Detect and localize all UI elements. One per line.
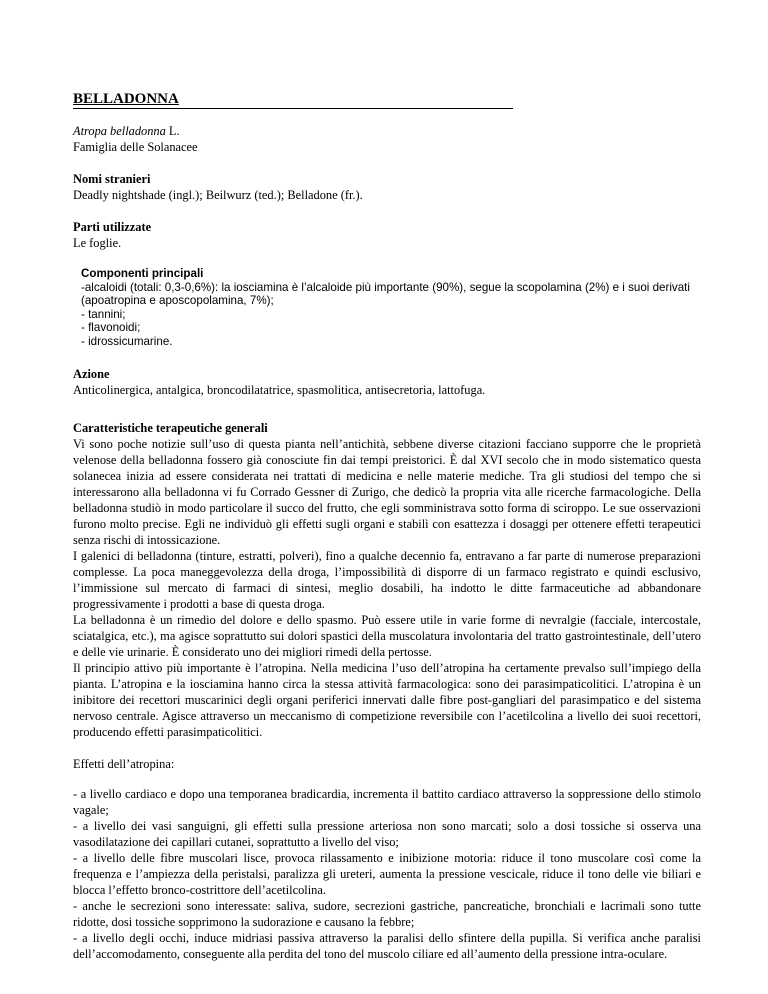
list-item: - anche le secrezioni sono interessate: saliva, sudore, secrezioni gastriche, pancreatiche, bronchiali e lacrimali sono tutte ridotte, dosi tossiche sopprimono la sudorazione e causano la febbre; xyxy=(73,899,701,929)
document-content xyxy=(73,90,701,962)
document-title: BELLADONNA xyxy=(73,90,513,109)
paragraph: I galenici di belladonna (tinture, estratti, polveri), fino a qualche decennio fa, entravano a far parte di numerose preparazioni complesse. La poca maneggevolezza della droga, l’impossibilità di disporre di un farmaco registrato e quindi esclusivo, l’immissione sul mercato di farmaci di sintesi, meglio dosabili, ha indotto le ditte farmaceutiche ad abbandonare progressivamente i prodotti a base di questa droga. xyxy=(73,549,701,611)
list-item: - idrossicumarine. xyxy=(81,334,173,348)
section-heading: Parti utilizzate xyxy=(73,220,152,234)
paragraph: La belladonna è un rimedio del dolore e dello spasmo. Può essere utile in varie forme di nevralgie (facciale, intercostale, sciatalgica, etc.), ma agisce soprattutto sui dolori spastici della muscolatura involontaria del tratto gastrointestinale, dell’utero e delle vie urinarie. È considerato uno dei migliori rimedi della pertosse. xyxy=(73,613,701,659)
list-item: - a livello delle fibre muscolari lisce, provoca rilassamento e inibizione motoria: riduce il tono muscolare così come la frequenza e l’ampiezza della peristalsi, paralizza gli ureteri, aumenta la pressione vescicale, riduce il tono delle vie biliari e blocca l’effetto bronco-costrittore dell’acetilcolina. xyxy=(73,851,701,897)
paragraph: Vi sono poche notizie sull’uso di questa pianta nell’antichità, sebbene diverse citazioni facciano supporre che le proprietà velenose della belladonna fossero già conosciute fin dai tempi preistorici. È dal XVI secolo che in modo sistematico questa solanecea inizia ad essere considerata nei trattati di medicina e nelle materie mediche. Tra gli studiosi del tempo che si interessarono alla belladonna vi fu Corrado Gessner di Zurigo, che dedicò la propria vita alle ricerche farmacologiche. Della belladonna studiò in modo particolare il succo del frutto, che egli somministrava sotto forma di sciroppo. Le sue osservazioni furono molto precise. Egli ne individuò gli effetti sugli organi e stabilì con esattezza i dosaggi per ottenere effetti terapeutici senza rischi di intossicazione. xyxy=(73,437,701,547)
componenti-section xyxy=(81,267,701,348)
list-item: - a livello degli occhi, induce midriasi passiva attraverso la paralisi dello sfintere della pupilla. Si verifica anche paralisi dell’accomodamento, conseguente alla perdita del tono del muscolo ciliare ed all’aumento della pressione intra-oculare. xyxy=(73,931,701,961)
section-text: Le foglie. xyxy=(73,236,122,250)
caratteristiche-section xyxy=(73,420,701,740)
azione-section xyxy=(73,366,701,398)
species-block xyxy=(73,123,701,155)
list-item: -alcaloidi (totali: 0,3-0,6%): la iosciamina è l’alcaloide più importante (90%), segue la scopolamina (2%) e i suoi derivati (apoatropina e aposcopolamina, 7%); xyxy=(81,280,690,307)
list-item: - a livello dei vasi sanguigni, gli effetti sulla pressione arteriosa non sono marcati; solo a dosi tossiche si osserva una vasodilatazione dei capillari cutanei, soprattutto a livello del viso; xyxy=(73,819,701,849)
section-text: Deadly nightshade (ingl.); Beilwurz (ted.); Belladone (fr.). xyxy=(73,188,363,202)
paragraph: Il principio attivo più importante è l’atropina. Nella medicina l’uso dell’atropina ha certamente prevalso sull’impiego della pianta. L’atropina e la iosciamina hanno circa la stessa attività farmacologica: sono dei parasimpaticolitici. L’atropina è un inibitore dei recettori muscarinici degli organi periferici innervati dalle fibre post-gangliari del parasimpatico e del sistema nervoso centrale. Agisce attraverso un meccanismo di competizione reversibile con l’acetilcolina a livello dei suoi recettori, producendo effetti parasimpaticolitici. xyxy=(73,661,701,739)
section-heading: Azione xyxy=(73,367,110,381)
list-item: - tannini; xyxy=(81,307,126,321)
effetti-section xyxy=(73,756,701,962)
list-item: - flavonoidi; xyxy=(81,321,141,334)
nomi-stranieri-section xyxy=(73,171,701,203)
section-heading: Nomi stranieri xyxy=(73,172,151,186)
section-heading: Componenti principali xyxy=(81,267,204,280)
latin-name: Atropa belladonna xyxy=(73,124,166,138)
family-name: Famiglia delle Solanacee xyxy=(73,140,198,154)
section-heading: Caratteristiche terapeutiche generali xyxy=(73,421,268,435)
section-heading: Effetti dell’atropina: xyxy=(73,757,175,771)
section-text: Anticolinergica, antalgica, broncodilatatrice, spasmolitica, antisecretoria, lattofuga. xyxy=(73,383,486,397)
list-item: - a livello cardiaco e dopo una temporanea bradicardia, incrementa il battito cardiaco attraverso la soppressione dello stimolo vagale; xyxy=(73,787,701,817)
parti-section xyxy=(73,219,701,251)
latin-author: L. xyxy=(168,124,180,138)
